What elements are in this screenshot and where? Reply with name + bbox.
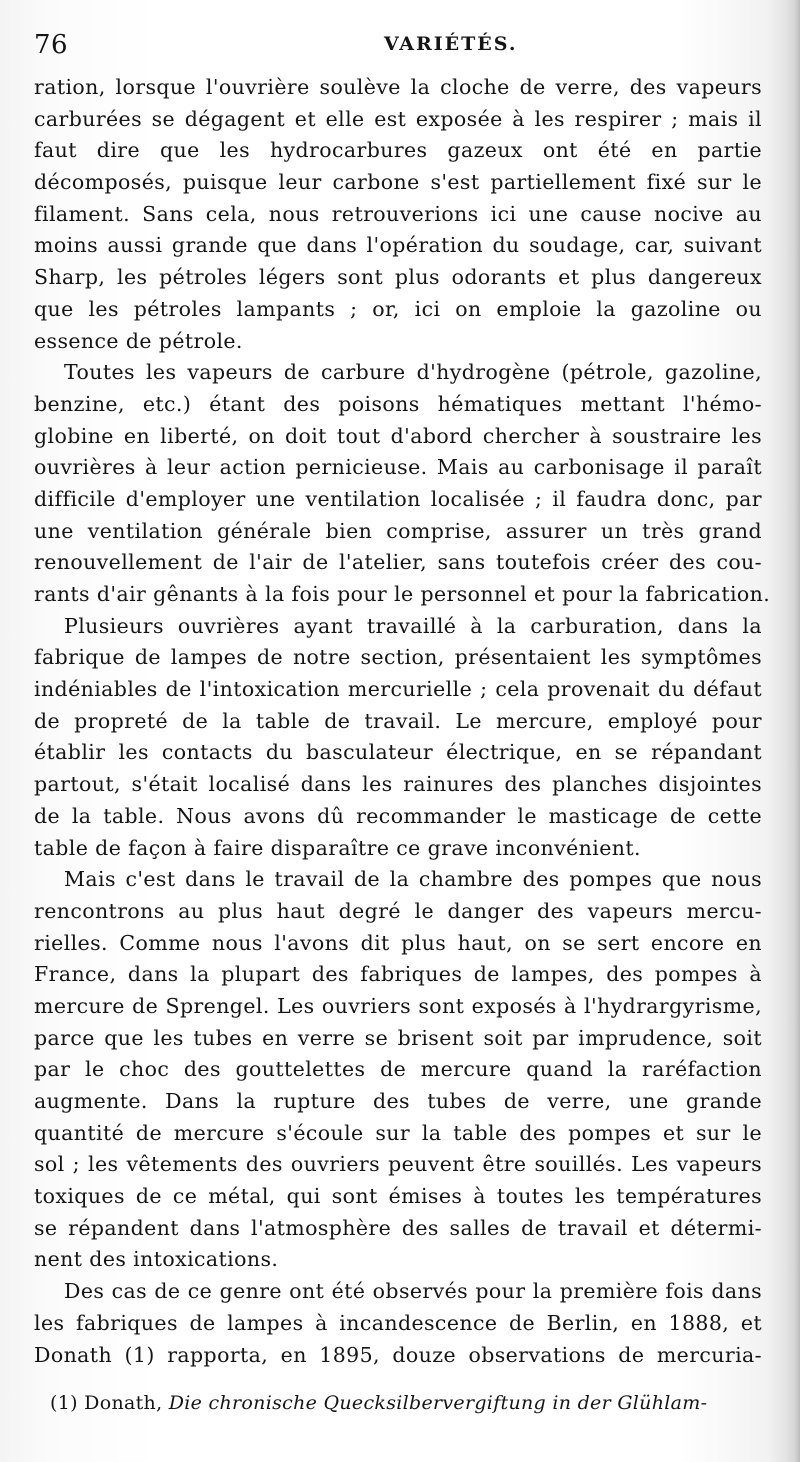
text-line: augmente. Dans la rupture des tubes de verre, une grande [34,1089,762,1113]
text-line: carburées se dégagent et elle est exposée à les respirer ; mais il [34,106,762,131]
text-line: table de façon à faire disparaître ce grave inconvénient. [34,835,641,860]
text-line: rants d'air gênants à la fois pour le personnel et pour la fabrication. [34,582,771,606]
footnote-author: Donath, [84,1392,163,1414]
body-text [34,72,771,1371]
text-line: faut dire que les hydrocarbures gazeux ont été en partie [34,138,762,163]
text-line: mercure de Sprengel. Les ouvriers sont exposés à l'hydrargyrisme, [34,993,762,1018]
page-edge-shadow [786,0,800,1462]
footnote-title: Die chronische Quecksilbervergiftung in der Glühlam- [168,1392,708,1414]
text-line: sol ; les vêtements des ouvriers peuvent être souillés. Les vapeurs [34,1152,762,1177]
paragraph [34,864,762,1276]
paragraph [34,1276,762,1371]
page-header [34,30,774,64]
text-line: établir les contacts du basculateur électrique, en se répandant [34,740,762,765]
text-line: rielles. Comme nous l'avons dit plus haut, on se sert encore en [34,930,762,955]
paragraph [34,72,762,357]
text-line: que les pétroles lampants ; or, ici on emploie la gazoline ou [34,296,762,321]
text-line: Des cas de ce genre ont été observés pour la première fois dans [64,1279,762,1304]
text-line: Mais c'est dans le travail de la chambre des pompes que nous [64,867,762,892]
text-line: fabrique de lampes de notre section, présentaient les symptômes [34,645,762,670]
footnote-marker: (1) [50,1392,78,1414]
text-line: de la table. Nous avons dû recommander le masticage de cette [34,803,762,828]
text-line: de propreté de la table de travail. Le mercure, employé pour [34,708,762,733]
text-line: décomposés, puisque leur carbone s'est partiellement fixé sur le [34,170,762,195]
text-line: partout, s'était localisé dans les rainures des planches disjointes [34,772,762,797]
page-number: 76 [34,30,69,60]
paragraph [34,357,771,611]
text-line: par le choc des gouttelettes de mercure quand la raréfaction [34,1057,762,1082]
text-line: quantité de mercure s'écoule sur la table des pompes et sur le [34,1120,762,1145]
text-line: Toutes les vapeurs de carbure d'hydrogène (pétrole, gazoline, [64,360,762,385]
text-line: rencontrons au plus haut degré le danger des vapeurs mercu- [34,898,762,923]
text-line: essence de pétrole. [34,328,243,353]
text-line: se répandent dans l'atmosphère des salles de travail et détermi- [34,1215,762,1240]
text-line: nent des intoxications. [34,1247,279,1272]
text-line: benzine, etc.) étant des poisons hématiques mettant l'hémo- [34,391,762,416]
text-line: les fabriques de lampes à incandescence de Berlin, en 1888, et [34,1310,762,1335]
text-line: France, dans la plupart des fabriques de lampes, des pompes à [34,962,762,987]
text-line: renouvellement de l'air de l'atelier, sans toutefois créer des cou- [34,550,762,575]
text-line: moins aussi grande que dans l'opération du soudage, car, suivant [34,233,762,258]
running-title: VARIÉTÉS. [384,33,518,55]
text-line: indéniables de l'intoxication mercurielle ; cela provenait du défaut [34,677,762,702]
text-line: difficile d'employer une ventilation localisée ; il faudra donc, par [34,486,762,511]
text-line: ouvrières à leur action pernicieuse. Mais au carbonisage il paraît [34,455,762,480]
text-line: globine en liberté, on doit tout d'abord chercher à soustraire les [34,423,762,448]
text-line: Donath (1) rapporta, en 1895, douze observations de mercuria- [34,1342,762,1367]
text-line: Sharp, les pétroles légers sont plus odorants et plus dangereux [34,265,762,290]
paragraph [34,611,762,865]
text-line: toxiques de ce métal, qui sont émises à toutes les températures [34,1184,762,1209]
text-line: filament. Sans cela, nous retrouverions ici une cause nocive au [34,201,762,226]
text-line: ration, lorsque l'ouvrière soulève la cloche de verre, des vapeurs [34,75,762,99]
text-line: Plusieurs ouvrières ayant travaillé à la carburation, dans la [64,613,762,638]
footnote [50,1390,762,1416]
text-line: une ventilation générale bien comprise, assurer un très grand [34,518,762,543]
text-line: parce que les tubes en verre se brisent soit par imprudence, soit [34,1025,762,1050]
